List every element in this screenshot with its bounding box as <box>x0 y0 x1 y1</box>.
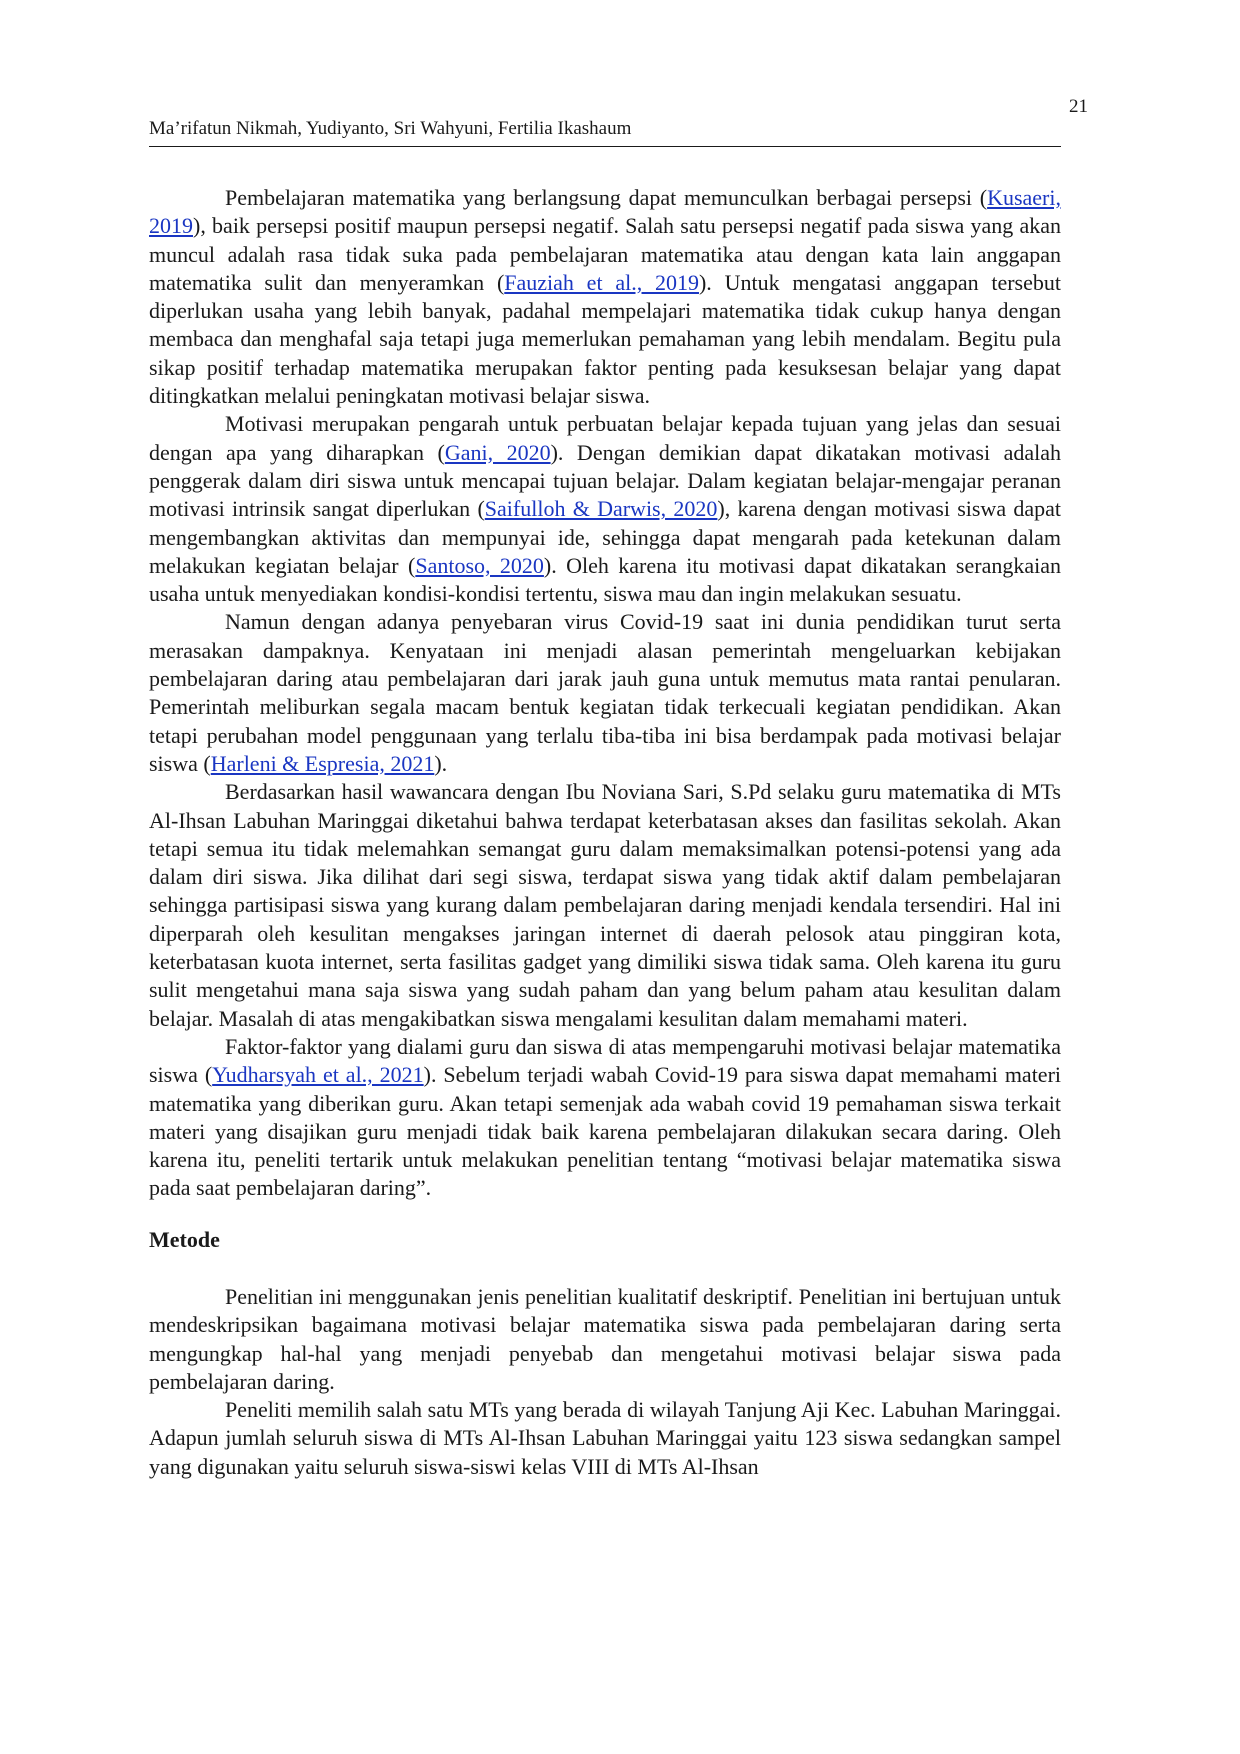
paragraph-text: ). Oleh karena itu motivasi dapat dikatakan serangkaian usaha untuk menyediakan kondisi-kondisi tertentu, siswa mau dan ingin melakukan sesuatu. <box>149 552 1061 607</box>
paragraph-4 <box>149 778 1061 1033</box>
citation-link[interactable]: Yudharsyah et al., 2021 <box>212 1062 424 1088</box>
section-heading-metode: Metode <box>149 1226 220 1252</box>
article-body <box>149 184 1061 1481</box>
paragraph-text: Penelitian ini menggunakan jenis penelitian kualitatif deskriptif. Penelitian ini bertujuan untuk mendeskripsikan bagaimana motivasi belajar matematika siswa pada pembelajaran daring serta mengungkap hal-hal yang menjadi penyebab dan mengetahui motivasi belajar siswa pada pembelajaran daring. <box>149 1283 1061 1394</box>
paragraph-text: ). <box>434 750 448 776</box>
citation-link[interactable]: Saifulloh & Darwis, 2020 <box>484 496 718 522</box>
citation-link[interactable]: Gani, 2020 <box>444 439 551 465</box>
paragraph-text: Peneliti memilih salah satu MTs yang berada di wilayah Tanjung Aji Kec. Labuhan Maringgai. Adapun jumlah seluruh siswa di MTs Al-Ihsan Labuhan Maringgai yaitu 123 siswa sedangkan sampel yang digunakan yaitu seluruh siswa-siswi kelas VIII di MTs Al-Ihsan <box>149 1397 1061 1479</box>
page-number: 21 <box>1069 96 1088 117</box>
paragraph-7 <box>149 1396 1061 1481</box>
citation-link[interactable]: Santoso, 2020 <box>415 552 544 578</box>
paragraph-6 <box>149 1283 1061 1396</box>
running-header: Ma’rifatun Nikmah, Yudiyanto, Sri Wahyuni, Fertilia Ikashaum <box>149 118 1061 147</box>
paragraph-2 <box>149 410 1061 608</box>
paragraph-text: Faktor-faktor yang dialami guru dan siswa di atas mempengaruhi motivasi belajar matematika siswa ( <box>149 1033 1061 1088</box>
paragraph-1 <box>149 184 1061 410</box>
paragraph-3 <box>149 608 1061 778</box>
paragraph-text: Berdasarkan hasil wawancara dengan Ibu Noviana Sari, S.Pd selaku guru matematika di MTs Al-Ihsan Labuhan Maringgai diketahui bahwa terdapat keterbatasan akses dan fasilitas sekolah. Akan tetapi semua itu tidak melemahkan semangat guru dalam memaksimalkan potensi-potensi yang ada dalam diri siswa. Jika dilihat dari segi siswa, terdapat siswa yang tidak aktif dalam pembelajaran sehingga partisipasi siswa yang kurang dalam pembelajaran daring menjadi kendala tersendiri. Hal ini diperparah oleh kesulitan mengakses jaringan internet di daerah pelosok atau pinggiran kota, keterbatasan kuota internet, serta fasilitas gadget yang dimiliki siswa tidak sama. Oleh karena itu guru sulit mengetahui mana saja siswa yang sudah paham dan yang belum paham atau kesulitan dalam belajar. Masalah di atas mengakibatkan siswa mengalami kesulitan dalam memahami materi. <box>149 779 1061 1031</box>
citation-link[interactable]: Kusaeri, 2019 <box>149 185 1061 239</box>
paragraph-5 <box>149 1033 1061 1203</box>
paragraph-text: Pembelajaran matematika yang berlangsung dapat memunculkan berbagai persepsi ( <box>225 185 988 210</box>
citation-link[interactable]: Harleni & Espresia, 2021 <box>210 750 435 776</box>
paragraph-text: ). Sebelum terjadi wabah Covid-19 para siswa dapat memahami materi matematika yang diberikan guru. Akan tetapi semenjak ada wabah covid 19 pemahaman siswa terkait materi yang disajikan guru menjadi tidak baik karena pembelajaran dilakukan secara daring. Oleh karena itu, peneliti tertarik untuk melakukan penelitian tentang “motivasi belajar matematika siswa pada saat pembelajaran daring”. <box>149 1062 1062 1201</box>
paragraph-text: Namun dengan adanya penyebaran virus Covid-19 saat ini dunia pendidikan turut serta merasakan dampaknya. Kenyataan ini menjadi alasan pemerintah mengeluarkan kebijakan pembelajaran daring atau pembelajaran dari jarak jauh guna untuk memutus mata rantai penularan. Pemerintah meliburkan segala macam bentuk kegiatan tidak terkecuali kegiatan pendidikan. Akan tetapi perubahan model penggunaan yang terlalu tiba-tiba ini bisa berdampak pada motivasi belajar siswa ( <box>149 609 1061 776</box>
paragraph-text: ). Dengan demikian dapat dikatakan motivasi adalah penggerak dalam diri siswa untuk mencapai tujuan belajar. Dalam kegiatan belajar-mengajar peranan motivasi intrinsik sangat diperlukan ( <box>149 439 1062 522</box>
paragraph-text: ), baik persepsi positif maupun persepsi negatif. Salah satu persepsi negatif pada siswa yang akan muncul adalah rasa tidak suka pada pembelajaran matematika atau dengan kata lain anggapan matematika sulit dan menyeramkan ( <box>149 213 1061 295</box>
citation-link[interactable]: Fauziah et al., 2019 <box>504 269 699 295</box>
paragraph-text: ). Untuk mengatasi anggapan tersebut diperlukan usaha yang lebih banyak, padahal mempelajari matematika tidak cukup hanya dengan membaca dan menghafal saja tetapi juga memerlukan pemahaman yang lebih mendalam. Begitu pula sikap positif terhadap matematika merupakan faktor penting pada kesuksesan belajar yang dapat ditingkatkan melalui peningkatan motivasi belajar siswa. <box>149 269 1061 409</box>
paragraph-text: Motivasi merupakan pengarah untuk perbuatan belajar kepada tujuan yang jelas dan sesuai dengan apa yang diharapkan ( <box>149 411 1061 465</box>
paragraph-text: ), karena dengan motivasi siswa dapat mengembangkan aktivitas dan mempunyai ide, sehingga dapat mengarah pada ketekunan dalam melakukan kegiatan belajar ( <box>149 496 1061 578</box>
